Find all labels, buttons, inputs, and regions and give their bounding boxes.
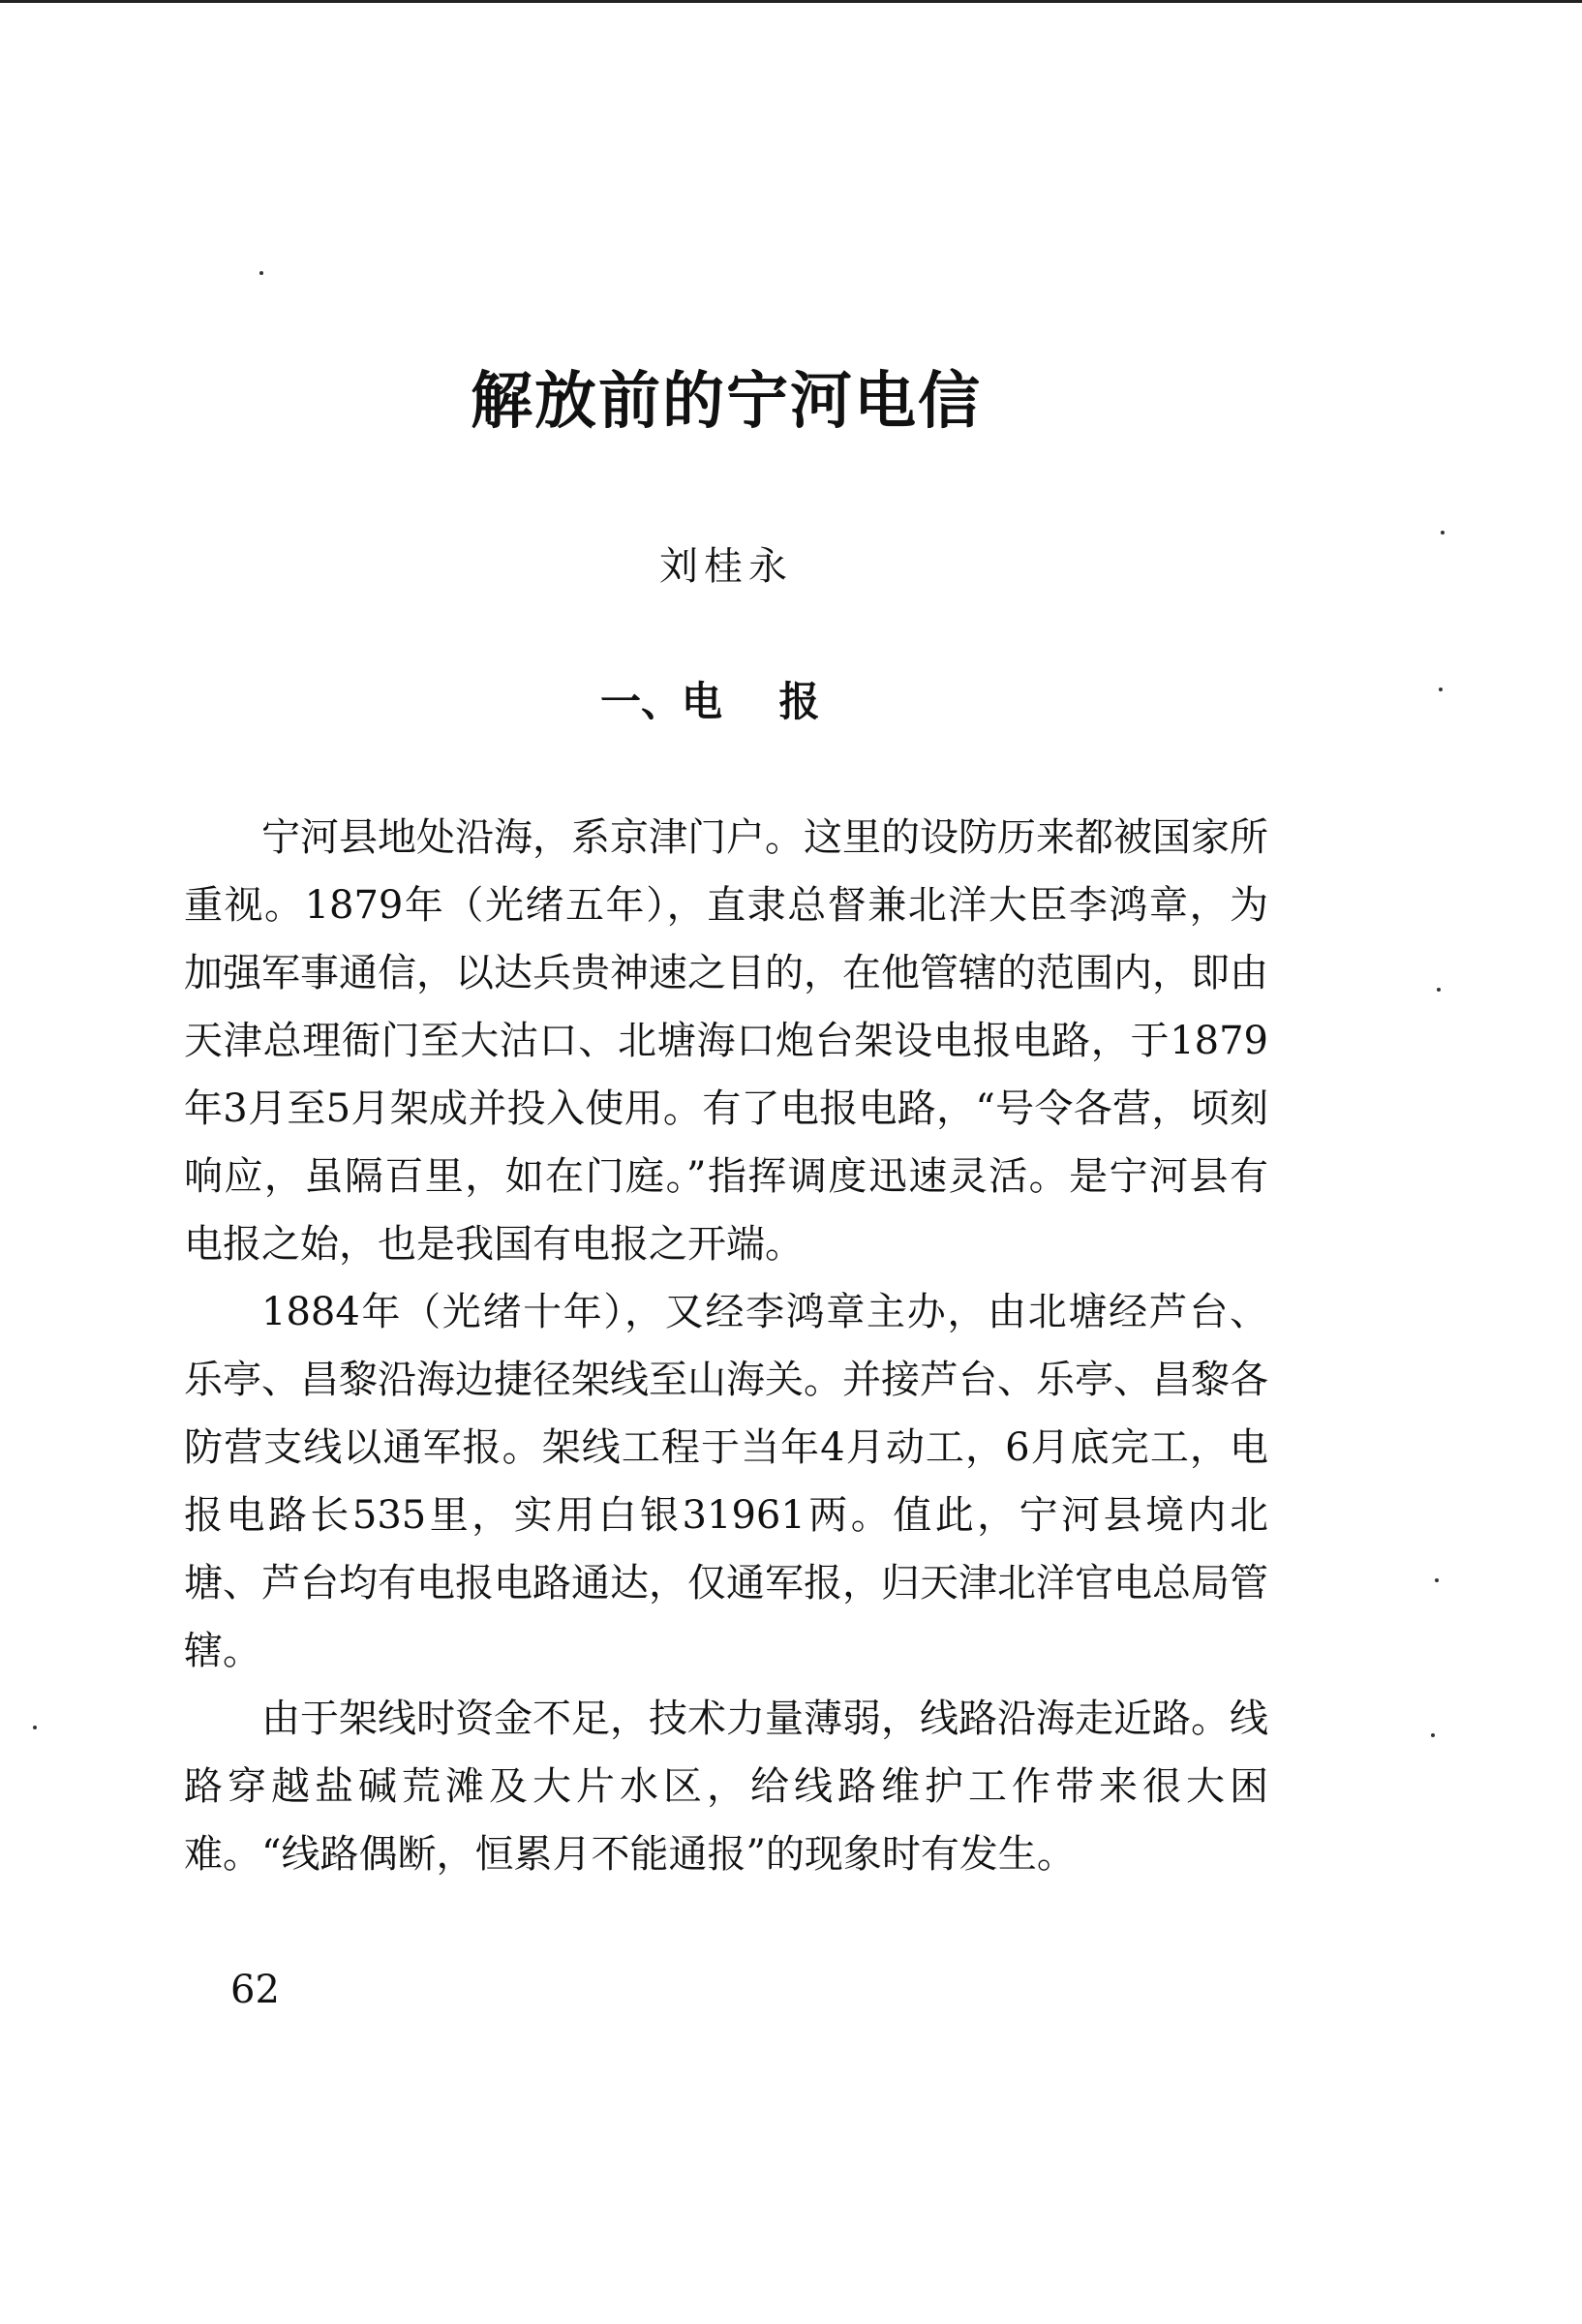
scan-speck bbox=[1435, 1578, 1439, 1582]
article-body bbox=[184, 804, 1268, 1888]
scan-speck bbox=[1437, 988, 1441, 992]
scan-speck bbox=[33, 1726, 37, 1729]
scan-speck bbox=[1439, 688, 1443, 691]
scan-top-edge bbox=[0, 0, 1582, 3]
scan-speck bbox=[259, 271, 263, 275]
paragraph: 宁河县地处沿海，系京津门户。这里的设防历来都被国家所重视。1879年（光绪五年），直隶总督兼北洋大臣李鸿章，为加强军事通信，以达兵贵神速之目的，在他管辖的范围内，即由天津总理衙门至大沽口、北塘海口炮台架设电报电路，于1879年3月至5月架成并投入使用。有了电报电路，“号令各营，顷刻响应，虽隔百里，如在门庭。”指挥调度迅速灵活。是宁河县有电报之始，也是我国有电报之开端。 bbox=[184, 815, 1268, 1267]
paragraph: 由于架线时资金不足，技术力量薄弱，线路沿海走近路。线路穿越盐碱荒滩及大片水区，给线路维护工作带来很大困难。“线路偶断，恒累月不能通报”的现象时有发生。 bbox=[184, 1697, 1268, 1877]
scan-speck bbox=[1441, 531, 1445, 535]
page-number: 62 bbox=[230, 1968, 280, 2012]
paragraph: 1884年（光绪十年），又经李鸿章主办，由北塘经芦台、乐亭、昌黎沿海边捷径架线至山海关。并接芦台、乐亭、昌黎各防营支线以通军报。架线工程于当年4月动工，6月底完工，电报电路长535里，实用白银31961两。值此，宁河县境内北塘、芦台均有电报电路通达，仅通军报，归天津北洋官电总局管辖。 bbox=[184, 1290, 1268, 1673]
scan-speck bbox=[1431, 1733, 1435, 1737]
author-name: 刘桂永 bbox=[659, 544, 793, 589]
section-heading: 一、电 报 bbox=[600, 678, 820, 725]
article-title: 解放前的宁河电信 bbox=[471, 365, 982, 438]
